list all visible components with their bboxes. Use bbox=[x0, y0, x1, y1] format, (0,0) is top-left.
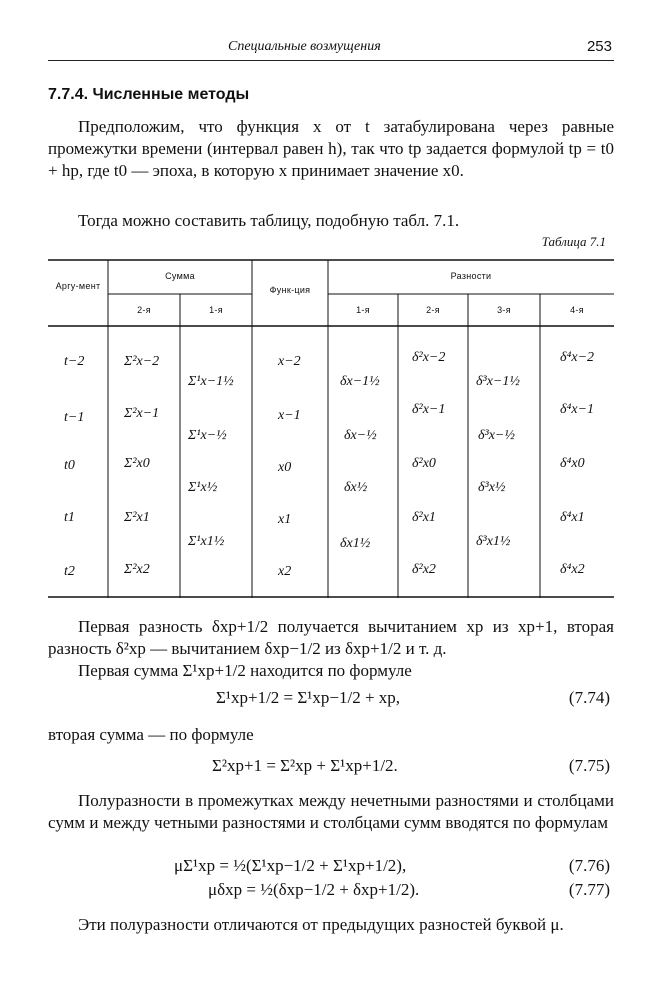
sum1-cell: Σ¹x1½ bbox=[188, 534, 225, 549]
diff1-cell: δx½ bbox=[344, 480, 368, 495]
argument-cell: t−1 bbox=[64, 410, 85, 425]
diff3-cell: δ³x1½ bbox=[476, 534, 511, 549]
header-argument: Аргу-мент bbox=[55, 281, 101, 291]
header-sum: Сумма bbox=[165, 271, 195, 281]
header-diff-3: 3-я bbox=[497, 305, 511, 315]
function-cell: x−2 bbox=[278, 354, 301, 369]
equation-number-7-75: (7.75) bbox=[568, 756, 610, 775]
diff4-cell: δ⁴x2 bbox=[560, 562, 585, 577]
diff4-cell: δ⁴x1 bbox=[560, 510, 585, 525]
running-title: Специальные возмущения bbox=[228, 39, 381, 54]
header-function: Функ-ция bbox=[269, 285, 311, 295]
header-diff-4: 4-я bbox=[570, 305, 584, 315]
equation-7-76: μΣ¹xp = ½(Σ¹xp−1/2 + Σ¹xp+1/2), bbox=[174, 856, 407, 875]
diff2-cell: δ²x−2 bbox=[412, 350, 446, 365]
sum2-cell: Σ²x−1 bbox=[124, 406, 160, 421]
sum1-cell: Σ¹x½ bbox=[188, 480, 218, 495]
header-sum-1: 1-я bbox=[209, 305, 223, 315]
diff4-cell: δ⁴x−1 bbox=[560, 402, 595, 417]
header-diff-2: 2-я bbox=[426, 305, 440, 315]
sum2-cell: Σ²x−2 bbox=[124, 354, 160, 369]
equation-number-7-77: (7.77) bbox=[568, 880, 610, 899]
function-cell: x−1 bbox=[278, 408, 301, 423]
function-cell: x0 bbox=[278, 460, 292, 475]
argument-cell: t−2 bbox=[64, 354, 85, 369]
equation-7-77: μδxp = ½(δxp−1/2 + δxp+1/2). bbox=[208, 880, 420, 899]
sum2-cell: Σ²x2 bbox=[124, 562, 150, 577]
function-cell: x1 bbox=[278, 512, 292, 527]
header-sum-2: 2-я bbox=[137, 305, 151, 315]
page-number: 253 bbox=[586, 38, 612, 55]
diff2-cell: δ²x2 bbox=[412, 562, 436, 577]
diff3-cell: δ³x½ bbox=[478, 480, 506, 495]
paragraph-differences: Первая разность δxp+1/2 получается вычитанием xp из xp+1, вторая разность δ²xp — вычитанием δxp−1/2 из δxp+1/2 и т. д. bbox=[48, 617, 614, 658]
diff3-cell: δ³x−1½ bbox=[476, 374, 520, 389]
argument-cell: t1 bbox=[64, 510, 75, 525]
paragraph-first-sum: Первая сумма Σ¹xp+1/2 находится по формуле bbox=[78, 661, 412, 680]
sum1-cell: Σ¹x−1½ bbox=[188, 374, 234, 389]
paragraph-half-differences: Полуразности в промежутках между нечетными разностями и столбцами сумм и между четными разностями и столбцами сумм вводятся по формулам bbox=[48, 791, 614, 832]
intro-paragraph-1: Предположим, что функция x от t затабулирована через равные промежутки времени (интервал равен h), так что tp задается формулой tp = t0 + hp, где t0 — эпоха, в которую x принимает значение x0. bbox=[48, 117, 614, 180]
diff2-cell: δ²x−1 bbox=[412, 402, 446, 417]
table-caption: Таблица 7.1 bbox=[541, 234, 606, 249]
sum1-cell: Σ¹x−½ bbox=[188, 428, 227, 443]
difference-table bbox=[48, 258, 614, 598]
intro-paragraph-2: Тогда можно составить таблицу, подобную табл. 7.1. bbox=[78, 211, 460, 230]
function-cell: x2 bbox=[278, 564, 292, 579]
sum2-cell: Σ²x1 bbox=[124, 510, 150, 525]
diff4-cell: δ⁴x−2 bbox=[560, 350, 595, 365]
paragraph-closing: Эти полуразности отличаются от предыдущих разностей буквой μ. bbox=[78, 915, 564, 934]
diff2-cell: δ²x1 bbox=[412, 510, 436, 525]
argument-cell: t0 bbox=[64, 458, 75, 473]
header-diff-1: 1-я bbox=[356, 305, 370, 315]
diff1-cell: δx−1½ bbox=[340, 374, 380, 389]
equation-7-75: Σ²xp+1 = Σ²xp + Σ¹xp+1/2. bbox=[212, 756, 398, 775]
diff1-cell: δx1½ bbox=[340, 536, 371, 551]
equation-number-7-76: (7.76) bbox=[568, 856, 610, 875]
diff4-cell: δ⁴x0 bbox=[560, 456, 585, 471]
diff1-cell: δx−½ bbox=[344, 428, 377, 443]
paragraph-second-sum: вторая сумма — по формуле bbox=[48, 725, 254, 744]
argument-cell: t2 bbox=[64, 564, 75, 579]
diff2-cell: δ²x0 bbox=[412, 456, 436, 471]
diff3-cell: δ³x−½ bbox=[478, 428, 515, 443]
header-differences: Разности bbox=[450, 271, 492, 281]
running-header bbox=[48, 38, 614, 61]
sum2-cell: Σ²x0 bbox=[124, 456, 150, 471]
section-heading: 7.7.4. Численные методы bbox=[48, 86, 250, 103]
equation-7-74: Σ¹xp+1/2 = Σ¹xp−1/2 + xp, bbox=[216, 688, 401, 707]
equation-number-7-74: (7.74) bbox=[568, 688, 610, 707]
